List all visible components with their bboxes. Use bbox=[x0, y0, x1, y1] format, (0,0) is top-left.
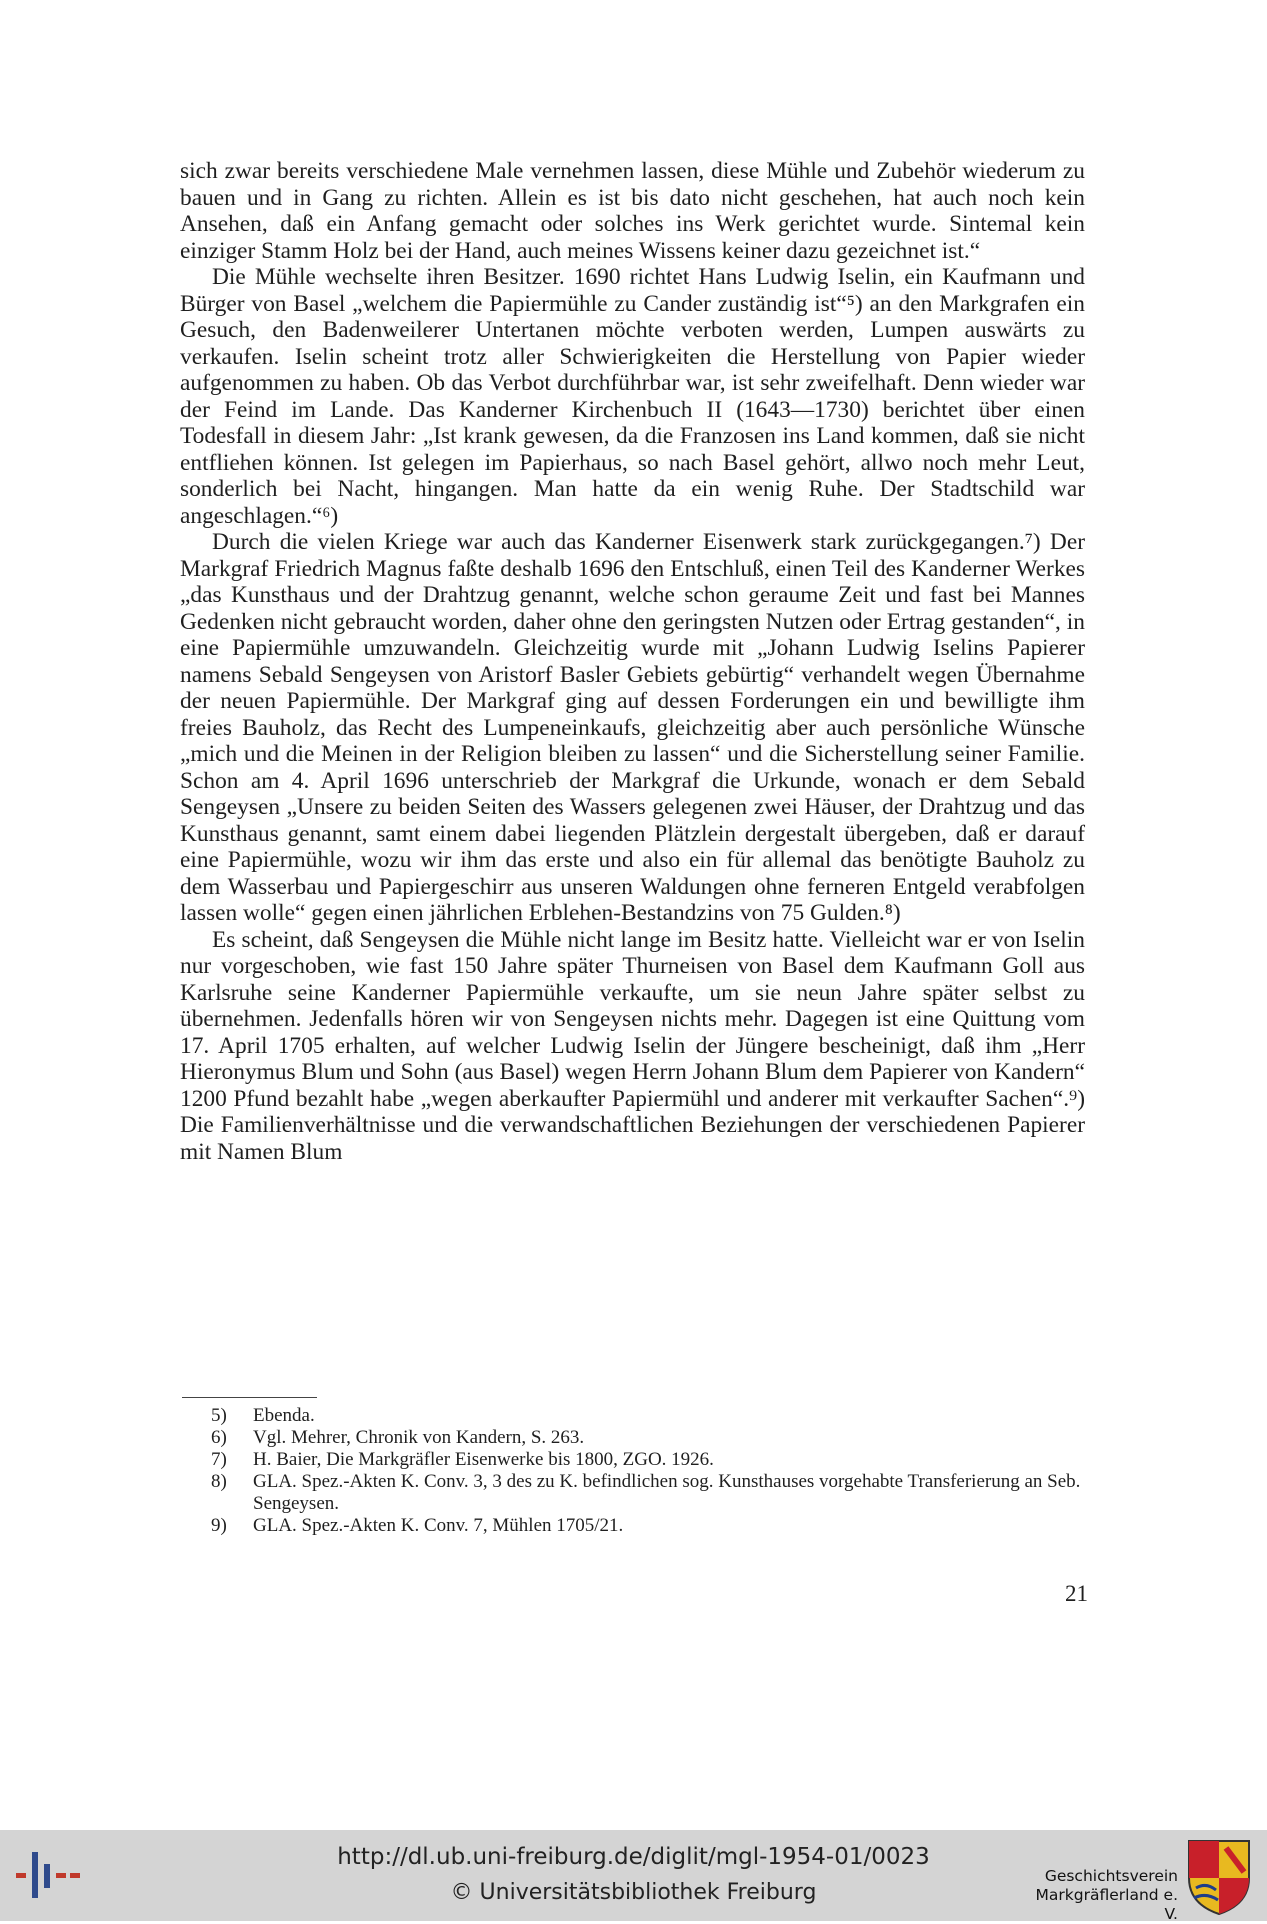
footnote-text: H. Baier, Die Markgräfler Eisenwerke bis 1800, ZGO. 1926. bbox=[253, 1449, 714, 1470]
body-text bbox=[180, 158, 1085, 1165]
paragraph-3: Durch die vielen Kriege war auch das Kanderner Eisenwerk stark zurückgegangen.⁷) Der Markgraf Friedrich Magnus faßte deshalb 1696 den Entschluß, einen Teil des Kanderner Werkes „das Kunsthaus und der Drahtzug genannt, welche schon geraume Zeit und fast bei Mannes Gedenken nicht gebraucht worden, daher ohne den geringsten Nutzen oder Ertrag gestanden“, in eine Papiermühle umzuwandeln. Gleichzeitig wurde mit „Johann Ludwig Iselins Papierer namens Sebald Sengeysen von Aristorf Basler Gebiets gebürtig“ verhandelt wegen Übernahme der neuen Papiermühle. Der Markgraf ging auf dessen Forderungen ein und bewilligte ihm freies Bauholz, das Recht des Lumpeneinkaufs, gleichzeitig aber auch persönliche Wünsche „mich und die Meinen in der Religion bleiben zu lassen“ und die Sicherstellung seiner Familie. Schon am 4. April 1696 unterschrieb der Markgraf die Urkunde, wonach er dem Sebald Sengeysen „Unsere zu beiden Seiten des Wassers gelegenen zwei Häuser, der Drahtzug und das Kunsthaus genannt, samt einem dabei liegenden Plätzlein dergestalt übergeben, daß er darauf eine Papiermühle, wozu wir ihm das erste und also ein für allemal das benötigte Bauholz zu dem Wasserbau und Papiergeschirr aus unseren Waldungen ohne ferneren Entgeld verabfolgen lassen wolle“ gegen einen jährlichen Erblehen-Bestandzins von 75 Gulden.⁸) bbox=[180, 529, 1085, 926]
footnote-mark: 5) bbox=[211, 1405, 227, 1426]
footer-bar bbox=[0, 1830, 1267, 1921]
footnote-5 bbox=[211, 1405, 1085, 1427]
footnote-mark: 8) bbox=[211, 1471, 227, 1492]
footnote-text: GLA. Spez.-Akten K. Conv. 7, Mühlen 1705/21. bbox=[253, 1515, 624, 1536]
footnote-divider bbox=[182, 1397, 317, 1398]
coat-of-arms-icon[interactable] bbox=[1186, 1838, 1252, 1916]
footnote-8 bbox=[211, 1471, 1085, 1515]
paragraph-4: Es scheint, daß Sengeysen die Mühle nicht lange im Besitz hatte. Vielleicht war er von Iselin nur vorgeschoben, wie fast 150 Jahre später Thurneisen von Basel dem Kaufmann Goll aus Karlsruhe seine Kanderner Papiermühle verkaufte, um sie neun Jahre später selbst zu übernehmen. Jedenfalls hören wir von Sengeysen nichts mehr. Dagegen ist eine Quittung vom 17. April 1705 erhalten, auf welcher Ludwig Iselin der Jüngere bescheinigt, daß ihm „Herr Hieronymus Blum und Sohn (aus Basel) wegen Herrn Johann Blum dem Papierer von Kandern“ 1200 Pfund bezahlt habe „wegen aberkaufter Papiermühl und anderer mit verkaufter Sachen“.⁹) Die Familienverhältnisse und die verwandschaftlichen Beziehungen der verschiedenen Papierer mit Namen Blum bbox=[180, 926, 1085, 1165]
footnote-6 bbox=[211, 1427, 1085, 1449]
footnotes bbox=[211, 1405, 1085, 1537]
footnote-9 bbox=[211, 1515, 1085, 1537]
society-line-2: Markgräflerland e. V. bbox=[1035, 1886, 1178, 1923]
footnote-text: Vgl. Mehrer, Chronik von Kandern, S. 263. bbox=[253, 1427, 585, 1448]
footnote-text: Ebenda. bbox=[253, 1405, 315, 1426]
footnote-mark: 9) bbox=[211, 1515, 227, 1536]
footnote-7 bbox=[211, 1449, 1085, 1471]
society-name[interactable] bbox=[1018, 1867, 1178, 1924]
paragraph-1: sich zwar bereits verschiedene Male vernehmen lassen, diese Mühle und Zubehör wiederum zu bauen und in Gang zu richten. Allein es ist bis dato nicht geschehen, hat auch noch kein Ansehen, daß ein Anfang gemacht oder solches ins Werk gerichtet wurde. Sintemal kein einziger Stamm Holz bei der Hand, auch meines Wissens keiner dazu gezeichnet ist.“ bbox=[180, 158, 1085, 264]
society-line-1: Geschichtsverein bbox=[1044, 1867, 1178, 1885]
page-number: 21 bbox=[1065, 1581, 1088, 1606]
footnote-mark: 6) bbox=[211, 1427, 227, 1448]
footnote-text: GLA. Spez.-Akten K. Conv. 3, 3 des zu K. befindlichen sog. Kunsthauses vorgehabte Transferierung an Seb. Sengeysen. bbox=[253, 1471, 1081, 1514]
footer-copyright: © Universitätsbibliothek Freiburg bbox=[450, 1880, 817, 1905]
paragraph-2: Die Mühle wechselte ihren Besitzer. 1690 richtet Hans Ludwig Iselin, ein Kaufmann und Bürger von Basel „welchem die Papiermühle zu Cander zuständig ist“⁵) an den Markgrafen ein Gesuch, den Badenweilerer Untertanen möchte verboten werden, Lumpen auswärts zu verkaufen. Iselin scheint trotz aller Schwierigkeiten die Herstellung von Papier wieder aufgenommen zu haben. Ob das Verbot durchführbar war, ist sehr zweifelhaft. Denn wieder war der Feind im Lande. Das Kanderner Kirchenbuch II (1643—1730) berichtet über einen Todesfall in diesem Jahr: „Ist krank gewesen, da die Franzosen ins Land kommen, daß sie nicht entfliehen können. Ist gelegen im Papierhaus, so nach Basel gehört, allwo noch mehr Leut, sonderlich bei Nacht, hingangen. Man hatte da ein wenig Ruhe. Der Stadtschild war angeschlagen.“⁶) bbox=[180, 264, 1085, 529]
footer-url-link[interactable]: http://dl.ub.uni-freiburg.de/diglit/mgl-1954-01/0023 bbox=[337, 1844, 930, 1870]
footnote-mark: 7) bbox=[211, 1449, 227, 1470]
